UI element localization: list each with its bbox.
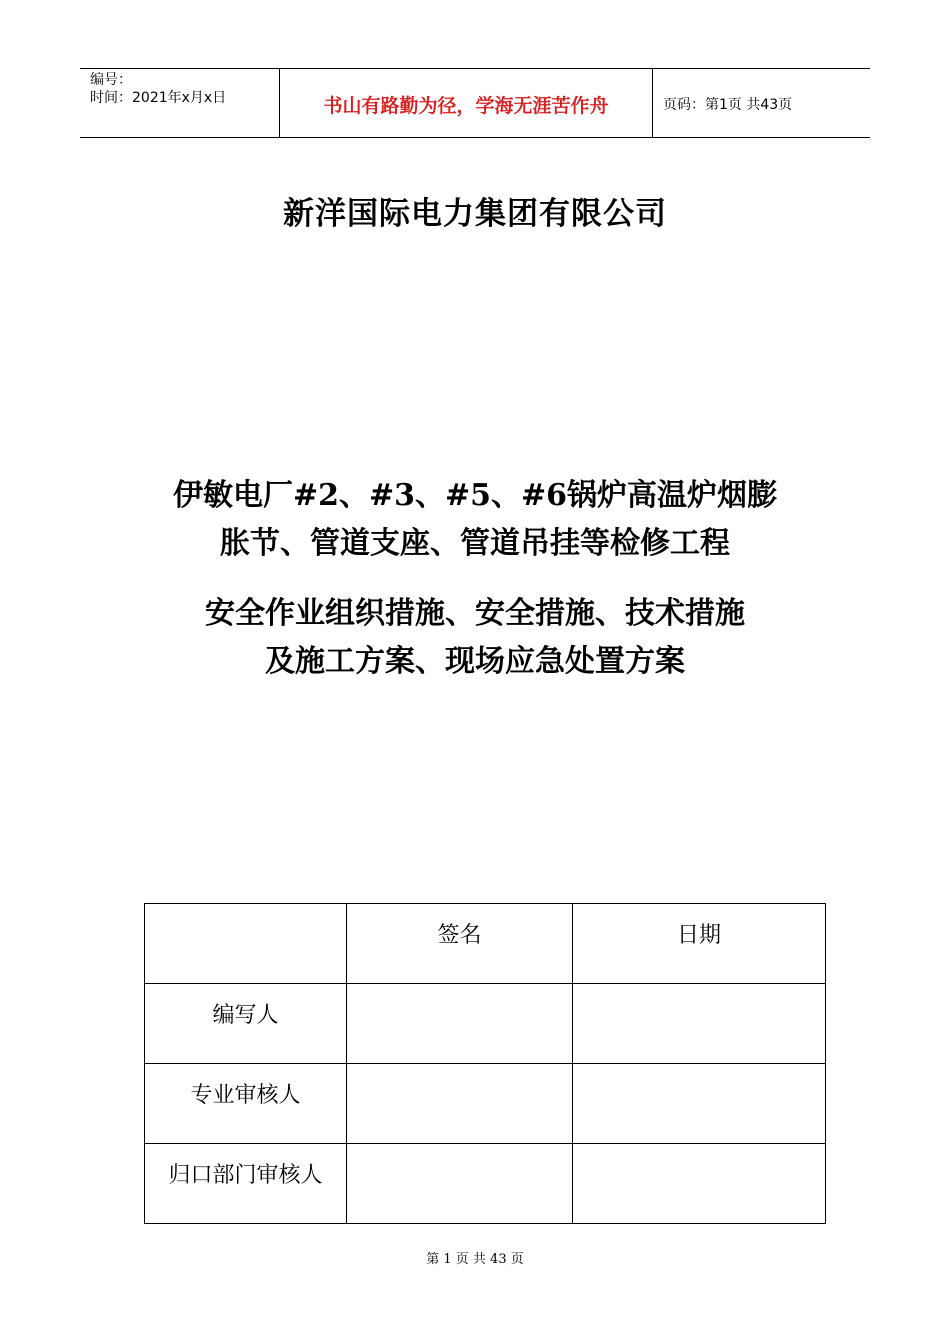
date-cell[interactable]: [573, 1144, 826, 1224]
table-header-cell: 日期: [573, 904, 826, 984]
title-line-3: 安全作业组织措施、安全措施、技术措施: [205, 596, 745, 631]
page-header: [80, 68, 870, 138]
signature-cell[interactable]: [347, 984, 573, 1064]
table-row: [145, 984, 826, 1064]
signature-table: [144, 903, 826, 1224]
signature-cell[interactable]: [347, 1064, 573, 1144]
header-motto: 书山有路勤为径，学海无涯苦作舟: [280, 69, 653, 137]
number-label: 编号：: [90, 72, 132, 88]
company-name: 新洋国际电力集团有限公司: [283, 196, 667, 232]
signature-cell[interactable]: [347, 1144, 573, 1224]
table-row: [145, 1144, 826, 1224]
header-page-info: 页码：第1页 共43页: [663, 97, 793, 113]
date-cell[interactable]: [573, 984, 826, 1064]
table-header-row: [145, 904, 826, 984]
table-row: [145, 1064, 826, 1144]
table-header-cell: [145, 904, 347, 984]
header-meta: [80, 69, 280, 137]
role-cell: 归口部门审核人: [145, 1144, 347, 1224]
title-line-4: 及施工方案、现场应急处置方案: [265, 644, 685, 679]
date-cell[interactable]: [573, 1064, 826, 1144]
table-header-cell: 签名: [347, 904, 573, 984]
role-cell: 编写人: [145, 984, 347, 1064]
title-line-2: 胀节、管道支座、管道吊挂等检修工程: [220, 526, 730, 561]
role-cell: 专业审核人: [145, 1064, 347, 1144]
time-label: 时间：2021年x月x日: [90, 90, 227, 106]
title-line-1: 伊敏电厂#2、#3、#5、#6锅炉高温炉烟膨: [172, 478, 778, 513]
page-footer: 第 1 页 共 43 页: [426, 1252, 524, 1267]
